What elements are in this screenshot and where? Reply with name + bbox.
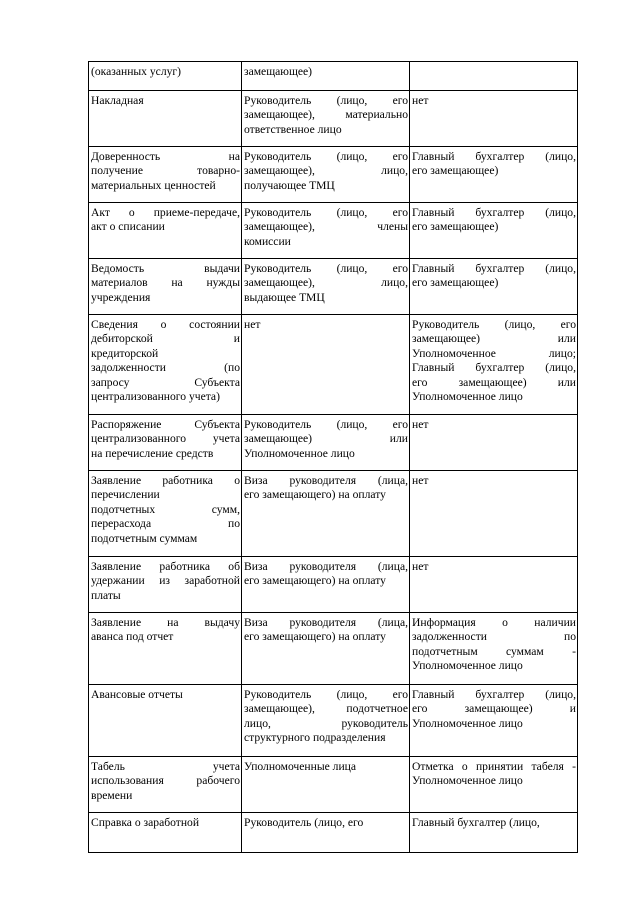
cell-text-line: Руководитель (лицо, его [244, 816, 364, 829]
cell-text-line: его замещающее) [412, 276, 499, 290]
table-cell-document [89, 315, 242, 415]
table-cell-signers [242, 757, 410, 813]
cell-text-line: его замещающего) на оплату [244, 488, 386, 502]
cell-text-line: кредиторской [91, 346, 159, 360]
table-cell-signers [242, 91, 410, 147]
cell-text-line: централизованного учета [91, 432, 240, 446]
cell-text-line: Главный бухгалтер (лицо, [412, 262, 576, 275]
cell-text-line: Накладная [91, 94, 144, 107]
cell-text-line: Уполномоченное лицо; [412, 346, 576, 360]
cell-text-line: Уполномоченное лицо [412, 659, 523, 673]
table-cell-document [89, 91, 242, 147]
cell-text-line: нет [412, 474, 429, 487]
cell-text-line: задолженности (по [91, 361, 240, 375]
cell-text-line: его замещающего) на оплату [244, 574, 386, 588]
cell-text-line: Акт о приеме-передаче, [91, 206, 240, 219]
cell-text-line: (оказанных услуг) [91, 65, 182, 78]
cell-text-line: Руководитель (лицо, его [412, 318, 576, 331]
table-cell-approvers [410, 203, 578, 259]
cell-text-line: Уполномоченное лицо [412, 390, 523, 404]
cell-text-line: его замещающее) [412, 164, 499, 178]
cell-text-line: лицо, руководитель [244, 716, 408, 730]
cell-text-line: Отметка о принятии табеля - [412, 760, 576, 773]
table-row [89, 315, 578, 415]
cell-text-line: платы [91, 588, 121, 602]
table-row [89, 147, 578, 203]
table-cell-signers [242, 613, 410, 685]
table-cell-document [89, 203, 242, 259]
cell-text-line: замещающее), материально [244, 108, 408, 122]
table-cell-signers [242, 471, 410, 557]
cell-text-line: получение товарно- [91, 164, 240, 178]
cell-text-line: Виза руководителя (лица, [244, 560, 408, 573]
table-row [89, 259, 578, 315]
cell-text-line: структурного подразделения [244, 731, 386, 745]
table-cell-approvers [410, 91, 578, 147]
cell-text-line: централизованного учета) [91, 390, 220, 404]
cell-text-line: замещающее), подотчетное [244, 702, 408, 716]
cell-text-line: замещающее), члены [244, 220, 408, 234]
table-cell-document [89, 685, 242, 757]
table-cell-document [89, 147, 242, 203]
table-cell-document [89, 471, 242, 557]
cell-text-line: Справка о заработной [91, 816, 200, 829]
cell-text-line: материалов на нужды [91, 276, 240, 290]
cell-text-line: Уполномоченное лицо [244, 446, 355, 460]
cell-text-line: перечислении [91, 488, 160, 502]
cell-text-line: подотчетным суммам - [412, 644, 576, 658]
cell-text-line: ответственное лицо [244, 122, 342, 136]
table-cell-document [89, 613, 242, 685]
cell-text-line: времени [91, 788, 133, 802]
cell-text-line: Главный бухгалтер (лицо, [412, 150, 576, 163]
cell-text-line: учреждения [91, 290, 151, 304]
cell-text-line: его замещающее) и [412, 702, 576, 716]
table-cell-signers [242, 557, 410, 613]
table-row [89, 471, 578, 557]
table-cell-approvers [410, 557, 578, 613]
table-row [89, 757, 578, 813]
cell-text-line: дебиторской и [91, 332, 240, 346]
cell-text-line: задолженности по [412, 630, 576, 644]
table-cell-approvers [410, 315, 578, 415]
cell-text-line: Руководитель (лицо, его [244, 262, 408, 275]
table-cell-document [89, 757, 242, 813]
cell-text-line: замещающее), лицо, [244, 276, 408, 290]
cell-text-line: Табель учета [91, 760, 240, 773]
table-cell-document [89, 62, 242, 91]
table-cell-approvers [410, 471, 578, 557]
cell-text-line: Информация о наличии [412, 616, 576, 629]
cell-text-line: его замещающее) или [412, 375, 576, 389]
cell-text-line: Уполномоченное лицо [412, 716, 523, 730]
table-row [89, 91, 578, 147]
cell-text-line: Доверенность на [91, 150, 240, 163]
cell-text-line: Распоряжение Субъекта [91, 418, 240, 431]
cell-text-line: замещающее) [244, 65, 313, 78]
cell-text-line: нет [244, 318, 261, 331]
cell-text-line: аванса под отчет [91, 630, 174, 644]
table-row [89, 685, 578, 757]
cell-text-line: перерасхода по [91, 517, 240, 531]
cell-text-line: Главный бухгалтер (лицо, [412, 688, 576, 701]
table-cell-approvers [410, 259, 578, 315]
document-table [88, 61, 578, 853]
cell-text-line: его замещающего) на оплату [244, 630, 386, 644]
cell-text-line: Руководитель (лицо, его [244, 206, 408, 219]
cell-text-line: Руководитель (лицо, его [244, 418, 408, 431]
cell-text-line: замещающее), лицо, [244, 164, 408, 178]
cell-text-line: удержании из заработной [91, 574, 240, 588]
cell-text-line: Заявление работника о [91, 474, 240, 487]
table-row [89, 62, 578, 91]
cell-text-line: его замещающее) [412, 220, 499, 234]
table-cell-signers [242, 147, 410, 203]
cell-text-line: нет [412, 418, 429, 431]
cell-text-line: замещающее) или [244, 432, 408, 446]
cell-text-line: замещающее) или [412, 332, 576, 346]
table-cell-approvers [410, 685, 578, 757]
cell-text-line: Заявление на выдачу [91, 616, 240, 629]
cell-text-line: Уполномоченные лица [244, 760, 356, 773]
table-cell-signers [242, 62, 410, 91]
cell-text-line: Виза руководителя (лица, [244, 616, 408, 629]
table-cell-document [89, 813, 242, 853]
table-cell-document [89, 557, 242, 613]
cell-text-line: Руководитель (лицо, его [244, 94, 408, 107]
cell-text-line: Уполномоченное лицо [412, 774, 523, 788]
cell-text-line: выдающее ТМЦ [244, 290, 325, 304]
table-cell-document [89, 415, 242, 471]
table-cell-signers [242, 685, 410, 757]
cell-text-line: использования рабочего [91, 774, 240, 788]
cell-text-line: Главный бухгалтер (лицо, [412, 816, 540, 829]
table-body [89, 62, 578, 853]
cell-text-line: получающее ТМЦ [244, 178, 335, 192]
table-row [89, 813, 578, 853]
table-cell-document [89, 259, 242, 315]
cell-text-line: нет [412, 94, 429, 107]
table-cell-signers [242, 203, 410, 259]
cell-text-line: материальных ценностей [91, 178, 216, 192]
cell-text-line: Руководитель (лицо, его [244, 150, 408, 163]
cell-text-line: Руководитель (лицо, его [244, 688, 408, 701]
cell-text-line: Заявление работника об [91, 560, 240, 573]
table-cell-approvers [410, 62, 578, 91]
cell-text-line: Авансовые отчеты [91, 688, 183, 701]
cell-text-line: Сведения о состоянии [91, 318, 240, 331]
cell-text-line: Главный бухгалтер (лицо, [412, 361, 576, 375]
cell-text-line: Ведомость выдачи [91, 262, 240, 275]
table-cell-approvers [410, 415, 578, 471]
table-cell-approvers [410, 813, 578, 853]
table-cell-approvers [410, 147, 578, 203]
table-cell-approvers [410, 613, 578, 685]
table-cell-signers [242, 813, 410, 853]
table-cell-approvers [410, 757, 578, 813]
table-row [89, 557, 578, 613]
cell-text-line: на перечисление средств [91, 446, 214, 460]
cell-text-line: подотчетным суммам [91, 531, 198, 545]
table-row [89, 203, 578, 259]
table-cell-signers [242, 415, 410, 471]
table-cell-signers [242, 259, 410, 315]
table-row [89, 415, 578, 471]
cell-text-line: акт о списании [91, 220, 165, 234]
table-row [89, 613, 578, 685]
cell-text-line: Главный бухгалтер (лицо, [412, 206, 576, 219]
table-cell-signers [242, 315, 410, 415]
cell-text-line: комиссии [244, 234, 291, 248]
cell-text-line: Виза руководителя (лица, [244, 474, 408, 487]
cell-text-line: нет [412, 560, 429, 573]
cell-text-line: запросу Субъекта [91, 375, 240, 389]
cell-text-line: подотчетных сумм, [91, 502, 240, 516]
